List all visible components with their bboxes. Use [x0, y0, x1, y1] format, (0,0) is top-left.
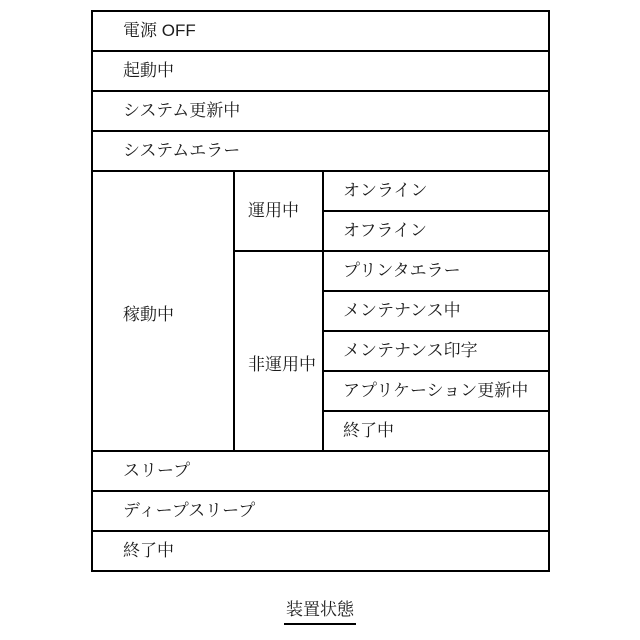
group-in-operation: 運用中	[234, 171, 323, 251]
table-row	[92, 131, 549, 171]
state-maintenance: メンテナンス中	[323, 291, 549, 331]
state-deep-sleep: ディープスリープ	[92, 491, 549, 531]
table-row	[92, 531, 549, 571]
state-application-updating: アプリケーション更新中	[323, 371, 549, 411]
caption-area	[0, 598, 640, 625]
state-offline: オフライン	[323, 211, 549, 251]
table-row	[92, 51, 549, 91]
table-row	[92, 11, 549, 51]
table-row	[92, 491, 549, 531]
table-row	[92, 451, 549, 491]
table-row	[92, 171, 549, 211]
group-not-in-operation: 非運用中	[234, 251, 323, 451]
device-state-table	[91, 10, 550, 572]
state-power-off: 電源 OFF	[92, 11, 549, 51]
state-sleep: スリープ	[92, 451, 549, 491]
state-booting: 起動中	[92, 51, 549, 91]
diagram-caption: 装置状態	[284, 598, 356, 625]
state-shutting-down-sub: 終了中	[323, 411, 549, 451]
state-operating: 稼動中	[92, 171, 234, 451]
state-maintenance-print: メンテナンス印字	[323, 331, 549, 371]
state-system-error: システムエラー	[92, 131, 549, 171]
table-row	[92, 91, 549, 131]
state-system-updating: システム更新中	[92, 91, 549, 131]
state-printer-error: プリンタエラー	[323, 251, 549, 291]
state-online: オンライン	[323, 171, 549, 211]
state-shutting-down: 終了中	[92, 531, 549, 571]
